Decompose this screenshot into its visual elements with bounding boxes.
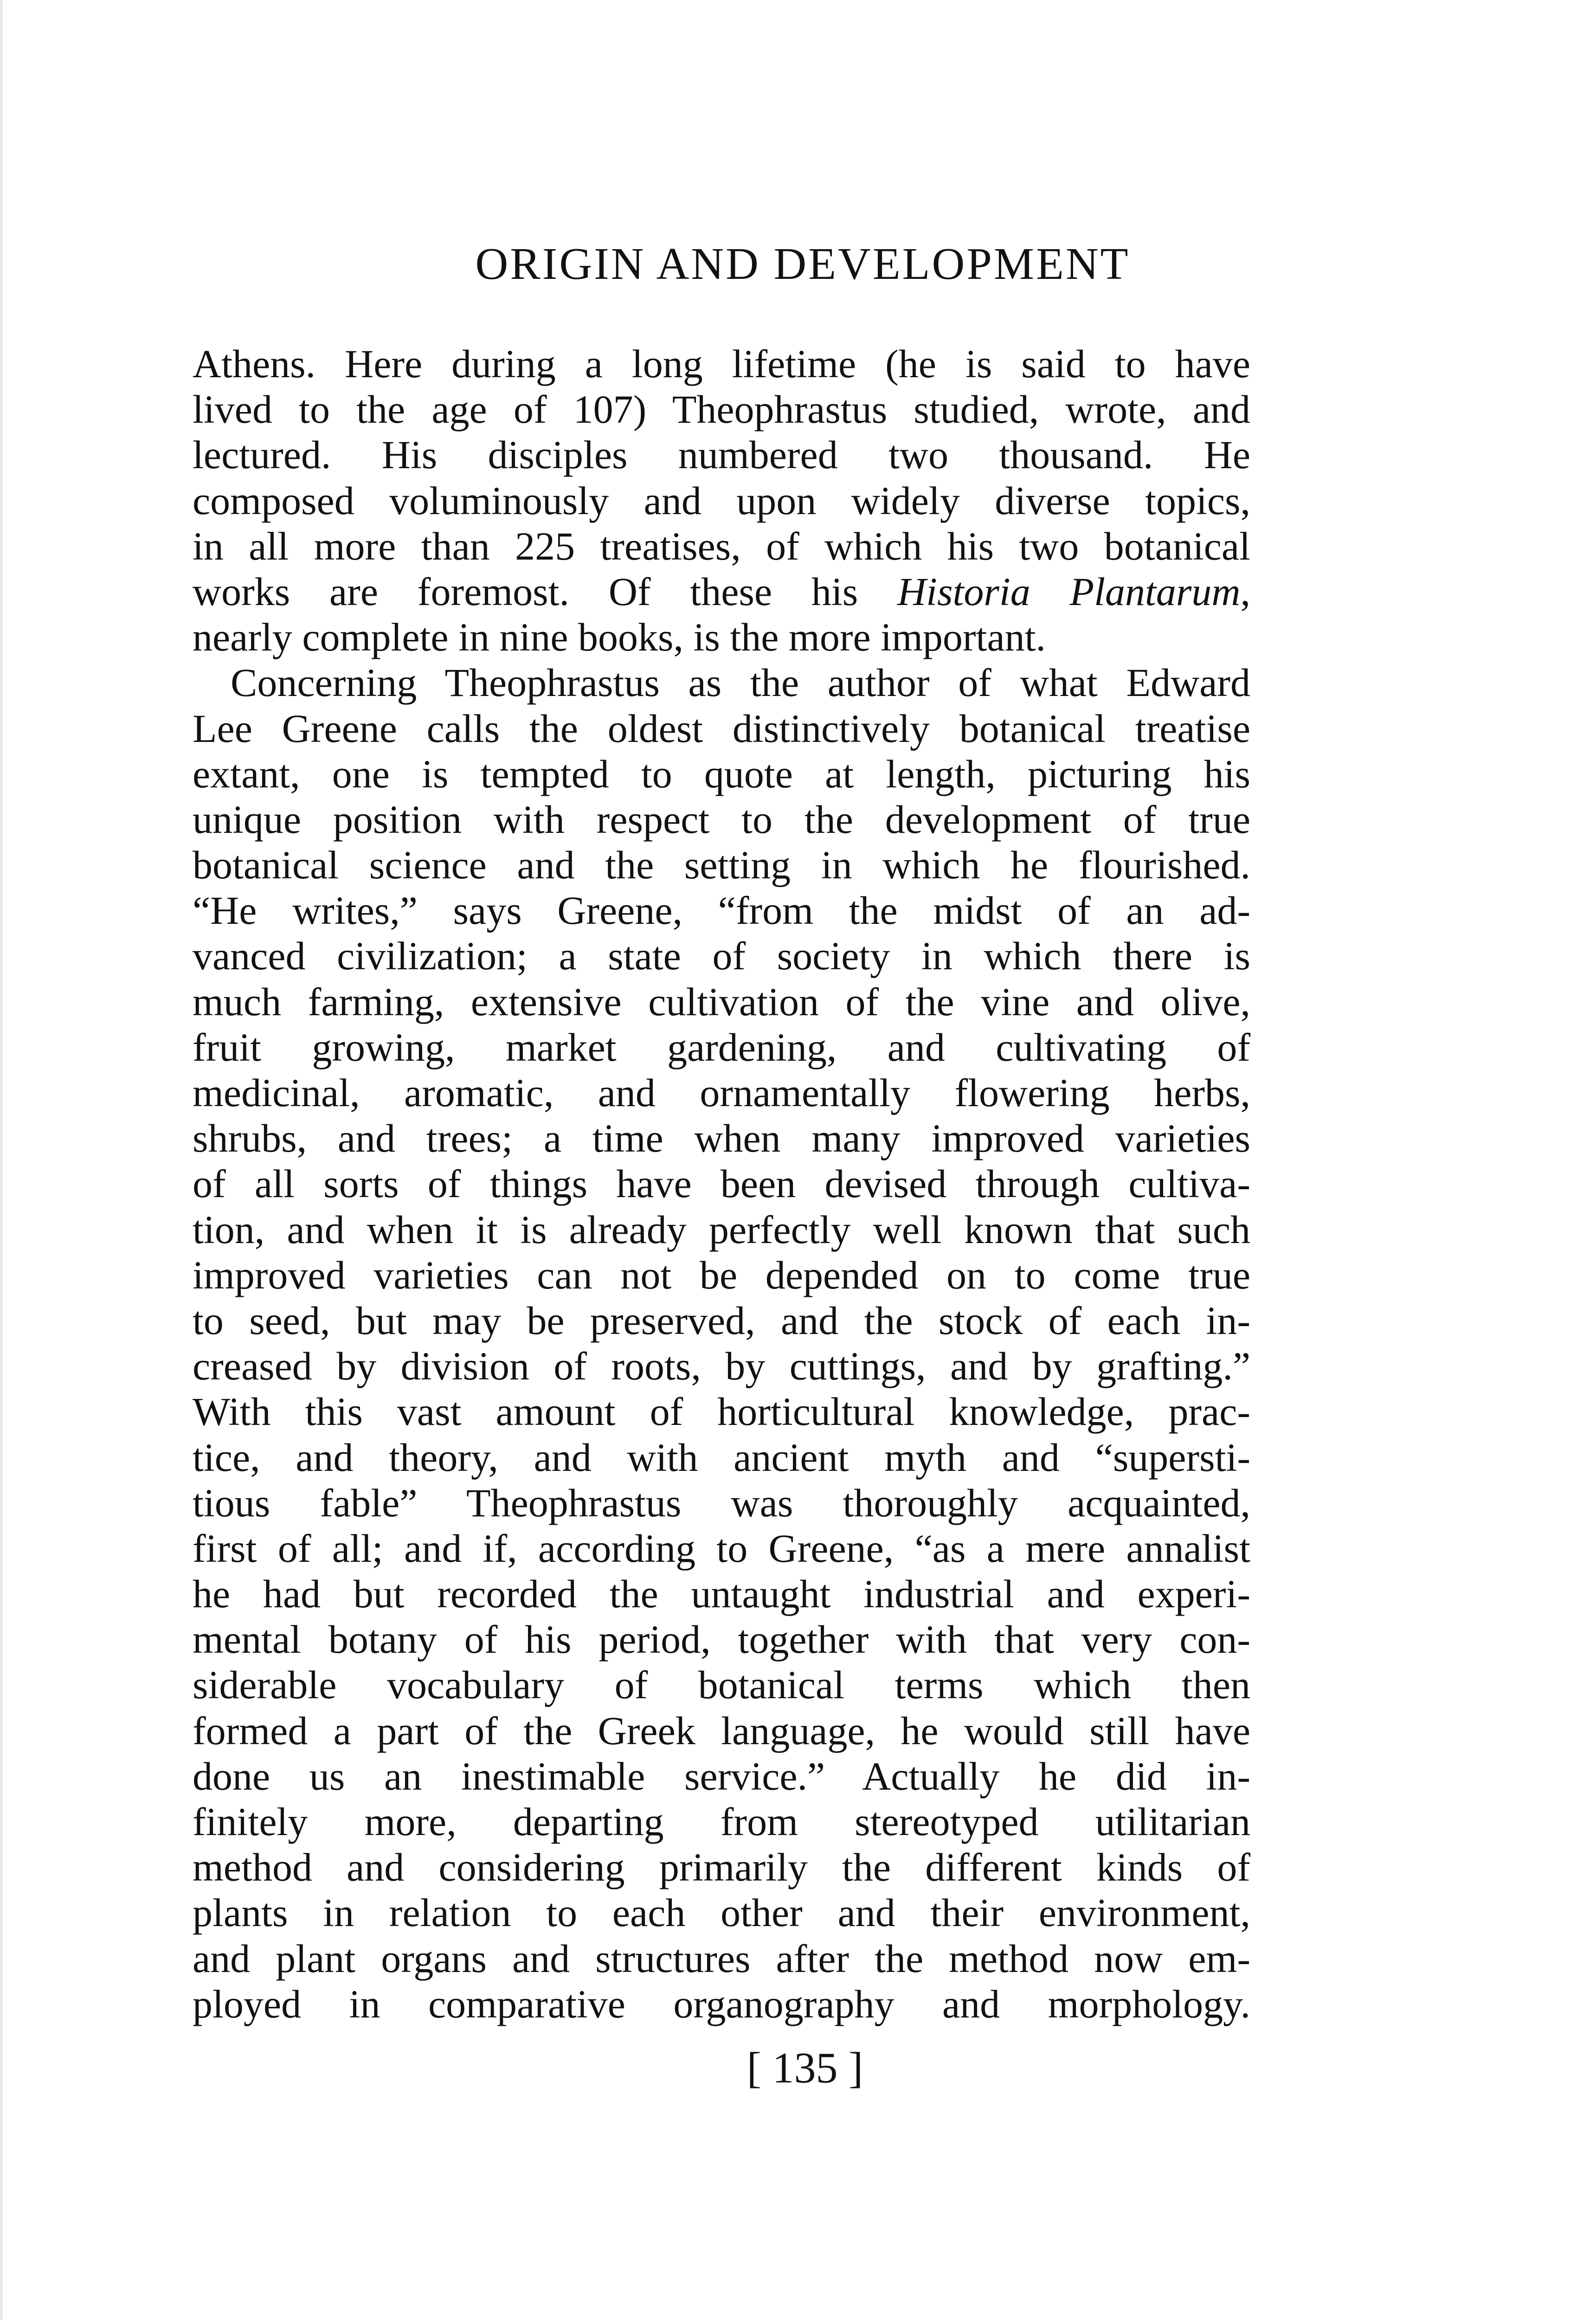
text-line-with-italic: works are foremost. Of these his Historia Plantarum, [193,569,1250,614]
text-line: siderable vocabulary of botanical terms which then [193,1663,1250,1708]
text-line: in all more than 225 treatises, of which his two botanical [193,523,1250,568]
text-line: composed voluminously and upon widely diverse topics, [193,478,1250,523]
text-line: tious fable” Theophrastus was thoroughly acquainted, [193,1480,1250,1525]
text-line: fruit growing, market gardening, and cultivating of [193,1025,1250,1070]
paragraph-2 [193,660,1250,2027]
book-title: Historia Plantarum [897,569,1241,614]
text-line: method and considering primarily the different kinds of [193,1845,1250,1890]
text-line: much farming, extensive cultivation of the vine and olive, [193,979,1250,1024]
text-line: Athens. Here during a long lifetime (he is said to have [193,342,1250,386]
text-line: botanical science and the setting in which he flourished. [193,843,1250,888]
text-line: he had but recorded the untaught industrial and experi- [193,1572,1250,1617]
text-line: Concerning Theophrastus as the author of what Edward [231,660,1250,705]
text-line: extant, one is tempted to quote at length, picturing his [193,751,1250,796]
text-line: finitely more, departing from stereotyped utilitarian [193,1799,1250,1844]
page-edge [0,0,3,2320]
text-line: formed a part of the Greek language, he would still have [193,1708,1250,1753]
text-line: plants in relation to each other and their environment, [193,1890,1250,1935]
text-line: medicinal, aromatic, and ornamentally flowering herbs, [193,1070,1250,1115]
text-line: done us an inestimable service.” Actually he did in- [193,1753,1250,1798]
text-line: creased by division of roots, by cuttings, and by grafting.” [193,1344,1250,1389]
text-line: ployed in comparative organography and morphology. [193,1981,1250,2026]
text-line: shrubs, and trees; a time when many improved varieties [193,1116,1250,1161]
text-line: and plant organs and structures after the method now em- [193,1936,1250,1981]
text-line: lectured. His disciples numbered two thousand. He [193,432,1250,477]
body-text [193,341,1250,2027]
text-line: mental botany of his period, together with that very con- [193,1617,1250,1662]
text-line: With this vast amount of horticultural knowledge, prac- [193,1389,1250,1434]
text-line: vanced civilization; a state of society in which there is [193,934,1250,979]
text-line: first of all; and if, according to Greene, “as a mere annalist [193,1526,1250,1571]
text-line: improved varieties can not be depended on to come true [193,1252,1250,1297]
running-head: ORIGIN AND DEVELOPMENT [475,239,1130,289]
text-line: to seed, but may be preserved, and the stock of each in- [193,1298,1250,1343]
text-line: nearly complete in nine books, is the more important. [193,615,1046,660]
text-line: unique position with respect to the development of true [193,797,1250,842]
page-number: [ 135 ] [747,2044,863,2092]
text-line: lived to the age of 107) Theophrastus studied, wrote, and [193,387,1250,432]
text-line: Lee Greene calls the oldest distinctively botanical treatise [193,706,1250,751]
text-line: tion, and when it is already perfectly well known that such [193,1207,1250,1252]
text-line: “He writes,” says Greene, “from the midst of an ad- [193,888,1250,933]
text-line: of all sorts of things have been devised through cultiva- [193,1161,1250,1206]
text-line: tice, and theory, and with ancient myth and “supersti- [193,1435,1250,1480]
paragraph-1 [193,341,1250,660]
